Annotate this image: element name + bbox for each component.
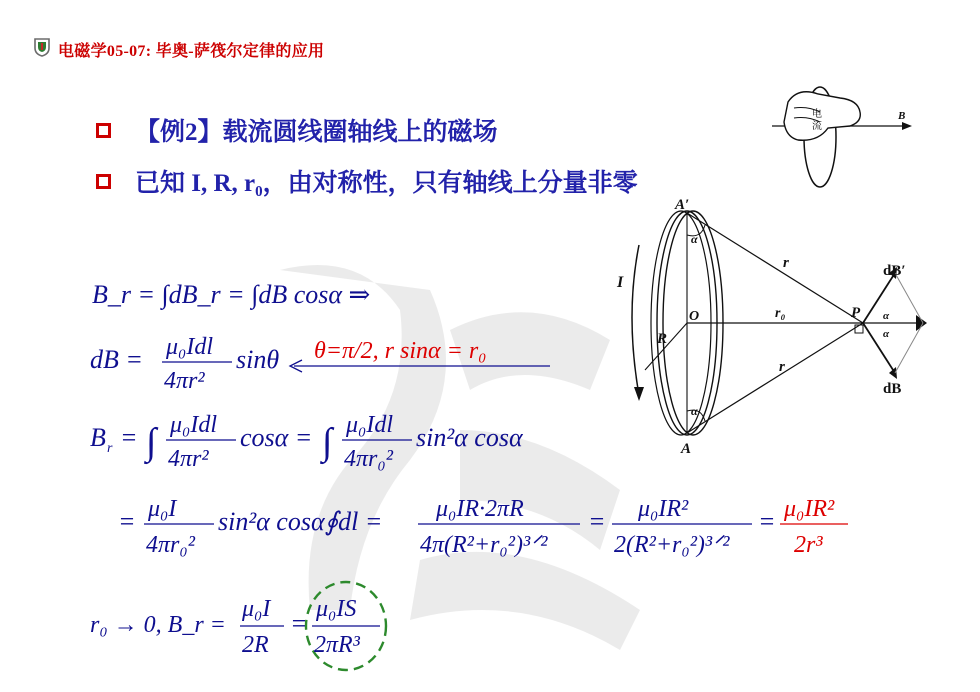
svg-text:=: =: [758, 507, 776, 536]
annotation-theta: θ=π/2, r sinα = r₀: [314, 338, 487, 364]
bullet-item: [96, 163, 638, 199]
school-emblem-icon: [33, 37, 51, 57]
svg-text:4πr²: 4πr²: [164, 368, 205, 394]
bullet-text: 已知 I, R, r₀，由对称性，只有轴线上分量非零: [135, 170, 638, 197]
svg-text:∫: ∫: [322, 421, 333, 463]
title-main: 电磁学05-07: [58, 43, 146, 60]
svg-text:μ₀IS: μ₀IS: [316, 596, 357, 622]
svg-text:4π(R²+r₀²)³ᐟ²: 4π(R²+r₀²)³ᐟ²: [420, 532, 548, 558]
label-a: A: [681, 441, 692, 457]
svg-text:∫: ∫: [146, 421, 157, 463]
label-a-prime: A′: [675, 197, 690, 213]
svg-text:μ₀IR·2πR: μ₀IR·2πR: [436, 496, 524, 522]
title-sub: 毕奥-萨筏尔定律的应用: [155, 43, 325, 60]
svg-text:=: =: [588, 507, 606, 536]
svg-text:4πr²: 4πr²: [168, 446, 209, 472]
equation-line-2: [90, 328, 560, 398]
svg-text:2R: 2R: [242, 632, 269, 658]
label-db-prime: dB′: [883, 263, 906, 279]
equation-line-5: [90, 580, 420, 676]
square-bullet-icon: [96, 123, 111, 138]
svg-text:μ₀I: μ₀I: [148, 496, 177, 522]
svg-text:μ₀IR²: μ₀IR²: [784, 496, 835, 522]
label-r-bottom: r: [779, 359, 785, 375]
svg-text:2πR³: 2πR³: [314, 632, 360, 658]
label-alpha-top: α: [691, 232, 698, 246]
hand-label-current: 电: [812, 109, 822, 120]
svg-text:=: =: [118, 507, 136, 536]
svg-text:sin²α cosα∮dl =: sin²α cosα∮dl =: [218, 507, 383, 536]
label-current-i: I: [617, 274, 624, 291]
svg-text:4πr₀²: 4πr₀²: [146, 532, 195, 558]
right-hand-rule-figure: [768, 82, 918, 192]
label-db: dB: [883, 381, 902, 397]
svg-text:μ₀IR²: μ₀IR²: [638, 496, 689, 522]
label-alpha-right-1: α: [883, 310, 890, 322]
svg-text:4πr₀²: 4πr₀²: [344, 446, 393, 472]
svg-text:μ₀Idl: μ₀Idl: [346, 412, 394, 438]
svg-text:r: r: [107, 441, 113, 456]
svg-text:=: =: [290, 609, 308, 638]
bullet-item: [96, 112, 498, 148]
svg-text:2r³: 2r³: [794, 532, 823, 558]
limit-prefix: r₀ → 0, B_r =: [90, 612, 226, 638]
svg-text:μ₀Idl: μ₀Idl: [166, 334, 214, 360]
svg-text:sin²α cosα: sin²α cosα: [416, 423, 523, 452]
svg-text:μ₀I: μ₀I: [242, 596, 271, 622]
label-p: P: [851, 305, 861, 321]
label-r-top: r: [783, 255, 789, 271]
svg-text:μ₀Idl: μ₀Idl: [170, 412, 218, 438]
label-alpha-bottom: α: [691, 404, 698, 418]
svg-text:=: =: [120, 423, 138, 452]
svg-text:sinθ: sinθ: [236, 345, 280, 374]
page-title: 电磁学05-07: 毕奥-萨筏尔定律的应用: [58, 43, 325, 60]
label-o: O: [689, 309, 700, 324]
hand-label-field: B: [898, 110, 906, 122]
equation-line-3: [90, 402, 560, 480]
svg-text:流: 流: [812, 121, 822, 132]
current-loop-diagram: [605, 195, 935, 475]
equation-line-4: [118, 486, 858, 570]
equation-line-1: B_r = ∫dB_r = ∫dB cosα ⇒: [92, 280, 371, 309]
label-r0: r₀: [775, 306, 786, 321]
bullet-text: 【例2】载流圆线圈轴线上的磁场: [135, 119, 498, 146]
svg-text:2(R²+r₀²)³ᐟ²: 2(R²+r₀²)³ᐟ²: [614, 532, 730, 558]
svg-text:B: B: [90, 423, 106, 452]
svg-text:dB =: dB =: [90, 345, 143, 374]
svg-text:cosα =: cosα =: [240, 423, 313, 452]
label-alpha-right-2: α: [883, 328, 890, 340]
label-r-radius: R: [657, 331, 668, 347]
square-bullet-icon: [96, 174, 111, 189]
